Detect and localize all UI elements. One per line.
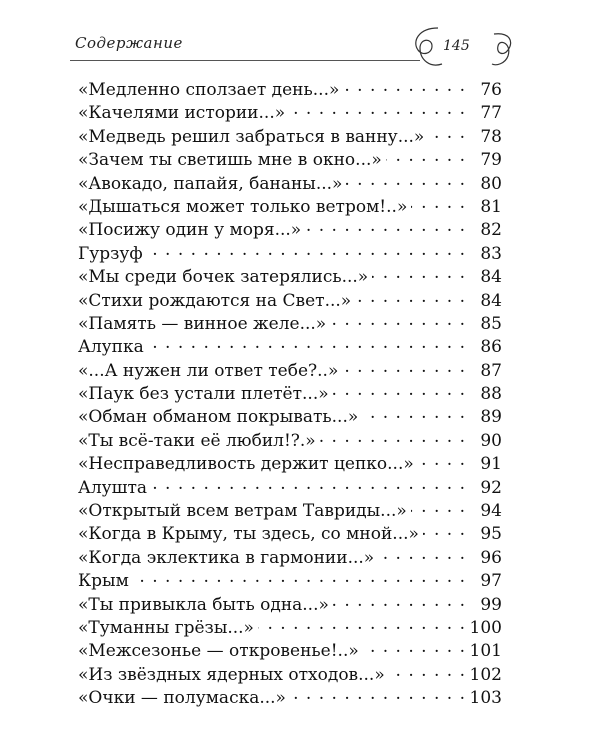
toc-entry-page: 86 (480, 337, 502, 358)
toc-entry (78, 429, 502, 452)
dot-leader (289, 101, 466, 118)
dot-leader (258, 616, 466, 633)
toc-entry-title: «Обман обманом покрывать...» (78, 407, 359, 428)
dot-leader (305, 218, 466, 235)
toc-entry (78, 522, 502, 545)
toc-entry-title: «Качелями истории...» (78, 103, 286, 124)
toc-entry-page: 91 (480, 454, 502, 475)
dot-leader (389, 663, 466, 680)
dot-leader (333, 593, 466, 610)
toc-entry (78, 476, 502, 499)
toc-entry-page: 89 (480, 407, 502, 428)
toc-entry-page: 99 (480, 594, 502, 615)
toc-entry-page: 92 (480, 477, 502, 498)
toc-entry (78, 125, 502, 148)
dot-leader (411, 499, 466, 516)
toc-entry-title: «Открытый всем ветрам Тавриды...» (78, 501, 407, 522)
toc-entry-page: 80 (480, 173, 502, 194)
toc-entry (78, 289, 502, 312)
toc-entry-page: 87 (480, 360, 502, 381)
toc-entry (78, 569, 502, 592)
running-header (70, 22, 520, 72)
dot-leader (386, 148, 466, 165)
toc-entry-title: «Дышаться может только ветром!..» (78, 196, 408, 217)
toc-entry-page: 84 (480, 267, 502, 288)
toc-entry (78, 312, 502, 335)
toc-entry (78, 242, 502, 265)
toc-entry (78, 546, 502, 569)
toc-entry (78, 265, 502, 288)
dot-leader (151, 476, 466, 493)
toc-entry-title: Крым (78, 571, 129, 592)
toc-entry-title: «...А нужен ли ответ тебе?..» (78, 360, 339, 381)
dot-leader (372, 265, 466, 282)
toc-entry (78, 616, 502, 639)
toc-entry-title: «Медленно сползает день...» (78, 80, 340, 100)
dot-leader (423, 522, 466, 539)
toc-entry-title: Гурзуф (78, 243, 143, 264)
toc-entry (78, 335, 502, 358)
toc-entry-page: 84 (480, 290, 502, 311)
dot-leader (363, 639, 466, 656)
toc-entry-title: Алупка (78, 337, 144, 358)
toc-entry-title: «Медведь решил забраться в ванну...» (78, 126, 425, 147)
toc-entry-title: «Когда в Крыму, ты здесь, со мной...» (78, 524, 419, 545)
toc-entry (78, 148, 502, 171)
toc-entry-page: 81 (480, 196, 502, 217)
flourish-left-icon (408, 24, 448, 70)
toc-entry (78, 686, 502, 709)
toc-entry-title: «Из звёздных ядерных отходов...» (78, 664, 385, 685)
toc-entry-title: «Стихи рождаются на Свет...» (78, 290, 352, 311)
toc-entry-title: «Авокадо, папайя, бананы...» (78, 173, 343, 194)
toc-entry-page: 88 (480, 384, 502, 405)
toc-entry (78, 382, 502, 405)
toc-entry (78, 359, 502, 382)
toc-entry (78, 78, 502, 101)
toc-entry-title: «Посижу один у моря...» (78, 220, 302, 241)
toc-entry-title: «Мы среди бочек затерялись...» (78, 267, 369, 288)
toc-entry-title: «Паук без устали плетёт...» (78, 384, 329, 405)
toc-entry-page: 94 (480, 501, 502, 522)
toc-entry-title: Алушта (78, 477, 148, 498)
toc-entry-page: 100 (469, 617, 502, 638)
dot-leader (362, 405, 466, 422)
toc-entry-page: 83 (480, 243, 502, 264)
dot-leader (320, 429, 466, 446)
toc-entry-page: 79 (480, 150, 502, 171)
toc-entry-page: 76 (480, 80, 502, 100)
toc-entry (78, 172, 502, 195)
table-of-contents (78, 78, 502, 710)
dot-leader (343, 78, 466, 95)
dot-leader (133, 569, 466, 586)
toc-entry (78, 663, 502, 686)
dot-leader (428, 125, 466, 142)
dot-leader (411, 195, 466, 212)
toc-entry-title: «Очки — полумаска...» (78, 688, 286, 709)
toc-entry (78, 499, 502, 522)
dot-leader (290, 686, 466, 703)
toc-entry-page: 77 (480, 103, 502, 124)
toc-entry-page: 95 (480, 524, 502, 545)
flourish-right-icon (488, 26, 518, 70)
header-rule (70, 60, 420, 61)
toc-entry-title: «Ты всё-таки её любил!?.» (78, 430, 316, 451)
toc-entry-title: «Межсезонье — откровенье!..» (78, 641, 359, 662)
toc-entry-page: 101 (469, 641, 502, 662)
page-number: 145 (443, 38, 470, 54)
toc-entry-page: 103 (469, 688, 502, 709)
toc-entry-page: 85 (480, 313, 502, 334)
dot-leader (148, 335, 466, 352)
toc-entry-title: «Когда эклектика в гармонии...» (78, 547, 375, 568)
toc-entry (78, 452, 502, 475)
toc-entry (78, 218, 502, 241)
toc-entry (78, 593, 502, 616)
toc-entry-title: «Туманны грёзы...» (78, 617, 254, 638)
toc-entry (78, 405, 502, 428)
toc-entry (78, 195, 502, 218)
toc-entry-page: 90 (480, 430, 502, 451)
toc-entry-title: «Память — винное желе...» (78, 313, 327, 334)
toc-entry-title: «Несправедливость держит цепко...» (78, 454, 414, 475)
toc-entry-page: 78 (480, 126, 502, 147)
dot-leader (346, 172, 466, 189)
toc-entry-page: 102 (469, 664, 502, 685)
dot-leader (330, 312, 466, 329)
toc-entry-page: 82 (480, 220, 502, 241)
toc-entry-title: «Зачем ты светишь мне в окно...» (78, 150, 382, 171)
dot-leader (333, 382, 466, 399)
dot-leader (378, 546, 466, 563)
dot-leader (147, 242, 466, 259)
dot-leader (355, 289, 466, 306)
dot-leader (342, 359, 466, 376)
section-title: Содержание (75, 34, 183, 52)
toc-entry-title: «Ты привыкла быть одна...» (78, 594, 329, 615)
toc-entry (78, 639, 502, 662)
toc-entry (78, 101, 502, 124)
dot-leader (418, 452, 466, 469)
toc-entry-page: 96 (480, 547, 502, 568)
toc-entry-page: 97 (480, 571, 502, 592)
